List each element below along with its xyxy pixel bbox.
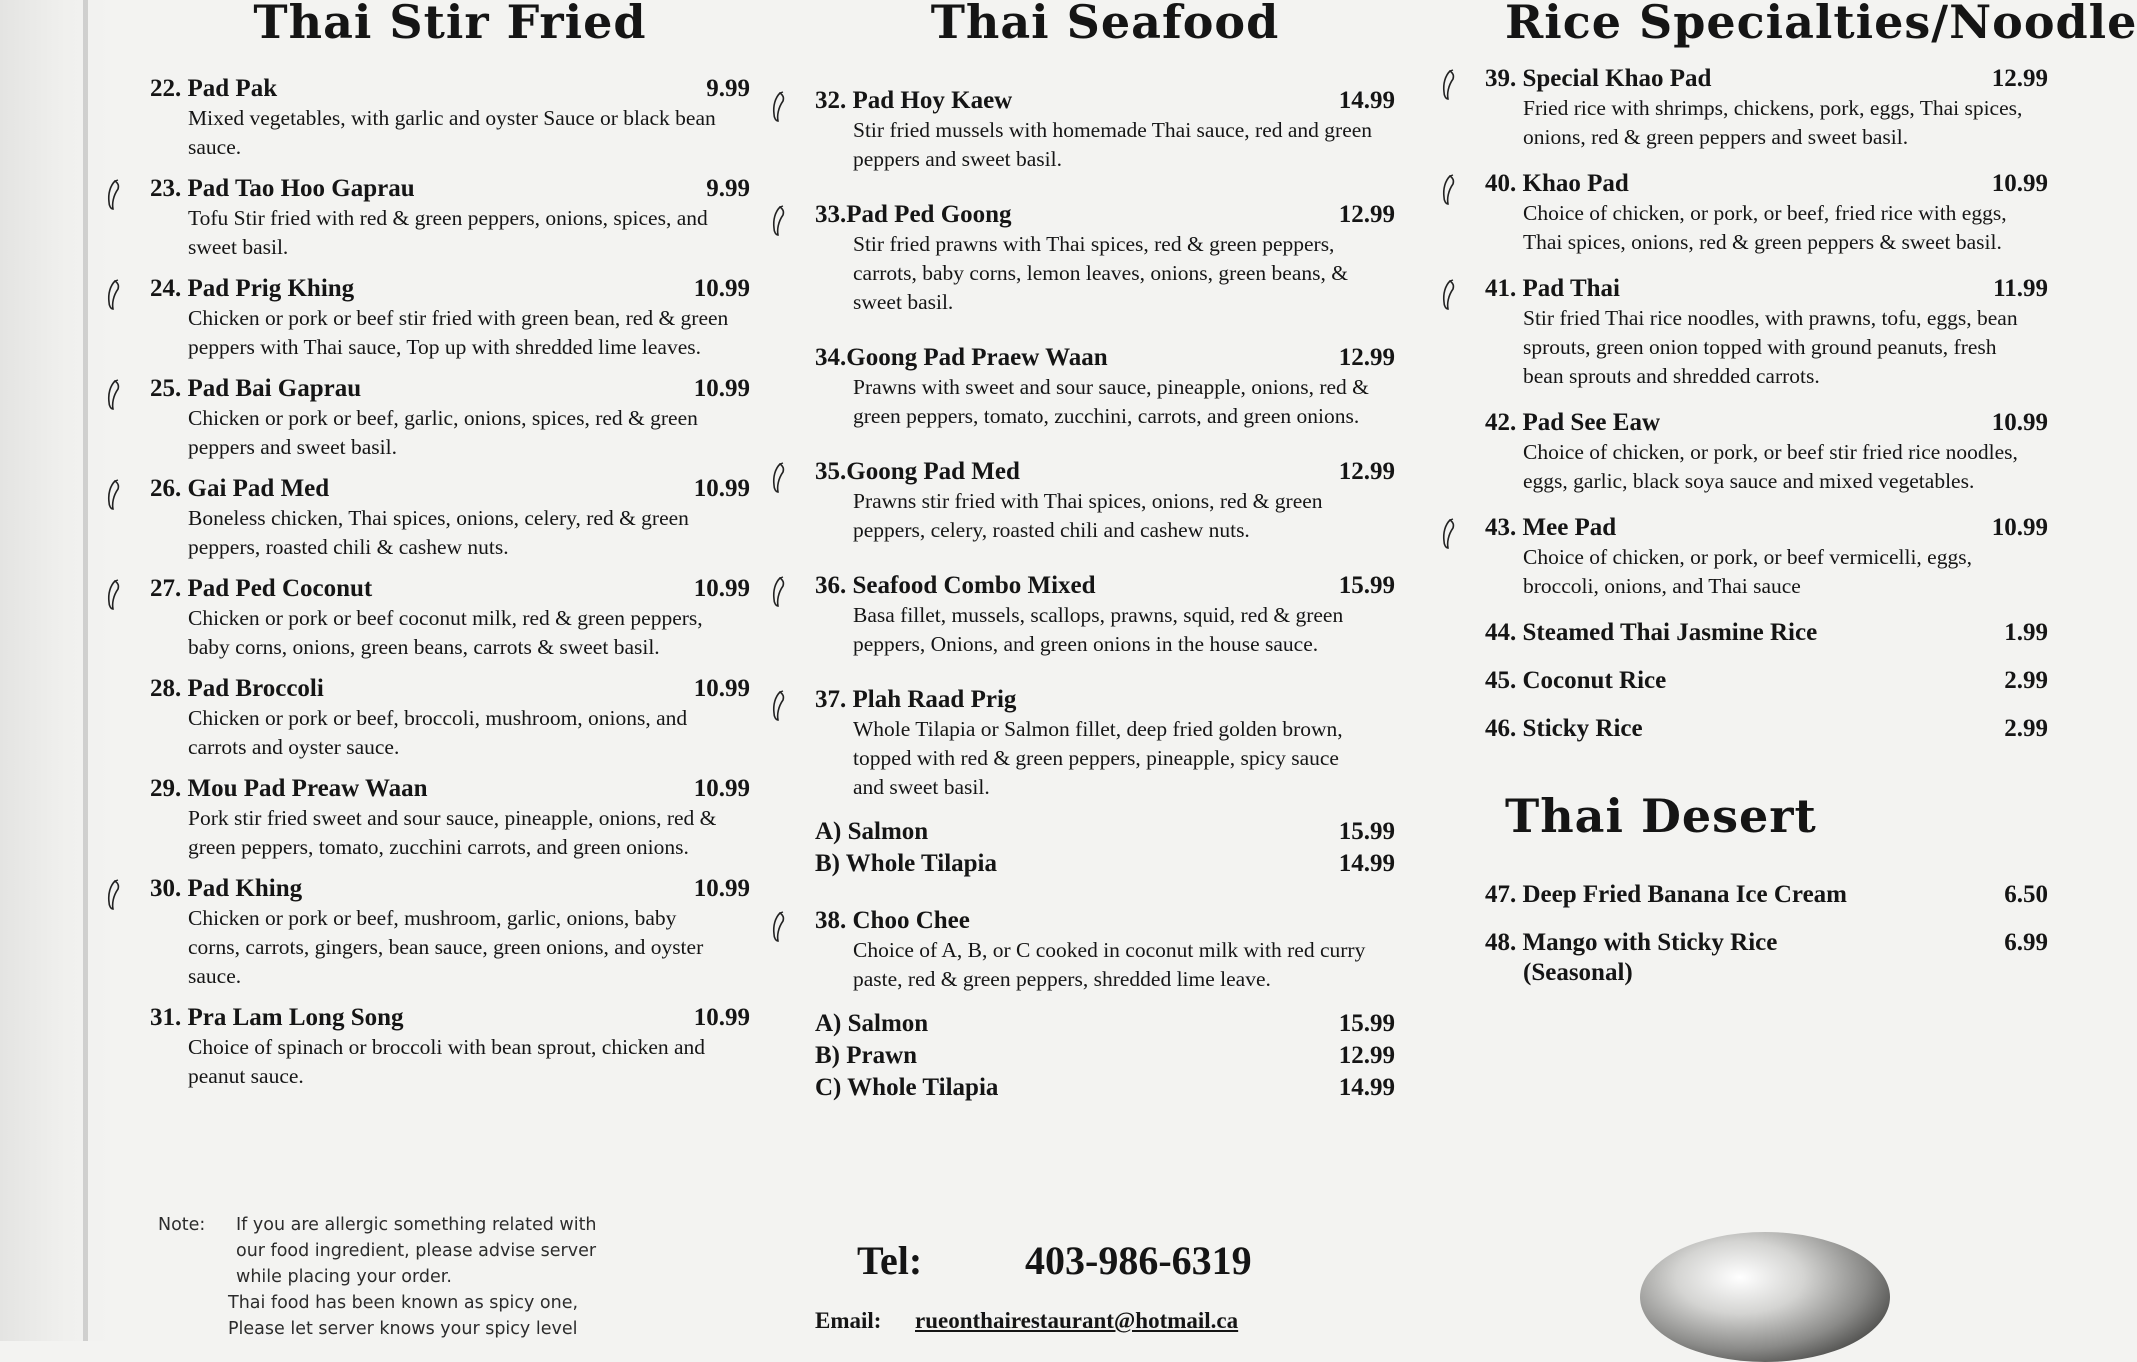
option-price: 15.99 xyxy=(1338,1010,1395,1037)
item-price: 10.99 xyxy=(693,1004,750,1031)
item-option xyxy=(815,1008,1395,1040)
chili-pepper-icon xyxy=(106,280,120,310)
item-description: Whole Tilapia or Salmon fillet, deep fried golden brown, topped with red & green peppers, pineapple, spicy sauce and sweet basil. xyxy=(853,717,1343,799)
option-label: B) Prawn xyxy=(815,1042,918,1069)
contact-block xyxy=(815,1236,1395,1334)
item-name: 30. Pad Khing xyxy=(150,875,303,902)
option-price: 15.99 xyxy=(1338,818,1395,845)
item-price: 12.99 xyxy=(1991,65,2048,92)
option-label: C) Whole Tilapia xyxy=(815,1074,999,1101)
item-name: 35.Goong Pad Med xyxy=(815,458,1020,485)
item-description: Chicken or pork or beef, mushroom, garlic, onions, baby corns, carrots, gingers, bean sauce, green onions, and oyster sauce. xyxy=(188,906,704,988)
menu-item xyxy=(150,274,750,362)
menu-item xyxy=(1485,513,2048,601)
item-price: 10.99 xyxy=(693,575,750,602)
menu-item xyxy=(150,574,750,662)
item-price: 1.99 xyxy=(2004,619,2048,646)
option-label: B) Whole Tilapia xyxy=(815,850,998,877)
item-name: 31. Pra Lam Long Song xyxy=(150,1004,404,1031)
item-note: (Seasonal) xyxy=(1523,959,1633,986)
item-name: 42. Pad See Eaw xyxy=(1485,409,1660,436)
item-description: Choice of chicken, or pork, or beef, fried rice with eggs, Thai spices, onions, red & green peppers & sweet basil. xyxy=(1523,201,2007,254)
item-description: Choice of chicken, or pork, or beef stir fried rice noodles, eggs, garlic, black soya sauce and mixed vegetables. xyxy=(1523,440,2018,493)
item-description: Choice of spinach or broccoli with bean sprout, chicken and peanut sauce. xyxy=(188,1035,706,1088)
item-price: 2.99 xyxy=(2004,715,2048,742)
item-name: 40. Khao Pad xyxy=(1485,170,1629,197)
menu-item xyxy=(815,200,1395,317)
dessert-photo xyxy=(1640,1232,1890,1362)
seafood-list xyxy=(815,86,1395,1104)
note-label: Note: xyxy=(158,1215,206,1235)
chili-pepper-icon xyxy=(106,380,120,410)
item-option xyxy=(815,1040,1395,1072)
item-name: 25. Pad Bai Gaprau xyxy=(150,375,362,402)
item-name: 26. Gai Pad Med xyxy=(150,475,330,502)
item-price: 2.99 xyxy=(2004,667,2048,694)
menu-item xyxy=(1485,666,2048,696)
item-price: 15.99 xyxy=(1338,572,1395,599)
item-price: 14.99 xyxy=(1338,87,1395,114)
rice-noodle-column xyxy=(1485,0,2137,1006)
rice-noodle-list xyxy=(1485,64,2048,601)
item-name: 48. Mango with Sticky Rice xyxy=(1485,929,1778,956)
menu-item xyxy=(150,174,750,262)
desert-list xyxy=(1485,880,2048,988)
item-description: Stir fried prawns with Thai spices, red & green peppers, carrots, baby corns, lemon leaves, onions, green beans, & sweet basil. xyxy=(853,232,1348,314)
email xyxy=(815,1308,1395,1334)
seafood-column xyxy=(815,0,1395,1333)
item-name: 32. Pad Hoy Kaew xyxy=(815,87,1013,114)
chili-pepper-icon xyxy=(771,577,785,607)
item-name: 28. Pad Broccoli xyxy=(150,675,324,702)
chili-pepper-icon xyxy=(1441,175,1455,205)
menu-item xyxy=(150,374,750,462)
item-description: Choice of A, B, or C cooked in coconut milk with red curry paste, red & green peppers, shredded lime leave. xyxy=(853,938,1366,991)
menu-item xyxy=(1485,274,2048,391)
menu-item xyxy=(1485,714,2048,744)
item-name: 44. Steamed Thai Jasmine Rice xyxy=(1485,619,1818,646)
item-price: 11.99 xyxy=(1993,275,2048,302)
chili-pepper-icon xyxy=(106,880,120,910)
menu-item xyxy=(815,86,1395,174)
item-description: Prawns stir fried with Thai spices, onions, red & green peppers, celery, roasted chili and cashew nuts. xyxy=(853,489,1323,542)
item-option xyxy=(815,816,1395,848)
item-description: Stir fried mussels with homemade Thai sauce, red and green peppers and sweet basil. xyxy=(853,118,1373,171)
item-name: 45. Coconut Rice xyxy=(1485,667,1667,694)
item-description: Fried rice with shrimps, chickens, pork, eggs, Thai spices, onions, red & green peppers and sweet basil. xyxy=(1523,96,2023,149)
item-description: Prawns with sweet and sour sauce, pineapple, onions, red & green peppers, tomato, zucchini, carrots, and green onions. xyxy=(853,375,1369,428)
item-price: 10.99 xyxy=(693,475,750,502)
chili-pepper-icon xyxy=(771,691,785,721)
item-price: 6.50 xyxy=(2004,881,2048,908)
item-price: 12.99 xyxy=(1338,458,1395,485)
menu-item xyxy=(150,474,750,562)
item-price: 10.99 xyxy=(693,375,750,402)
menu-item xyxy=(1485,64,2048,152)
option-price: 14.99 xyxy=(1338,1074,1395,1101)
item-name: 24. Pad Prig Khing xyxy=(150,275,355,302)
chili-pepper-icon xyxy=(771,463,785,493)
menu-item xyxy=(150,1003,750,1091)
item-price: 12.99 xyxy=(1338,201,1395,228)
item-name: 22. Pad Pak xyxy=(150,75,278,102)
item-price: 12.99 xyxy=(1338,344,1395,371)
note-line: If you are allergic something related with xyxy=(236,1215,597,1235)
note-line: while placing your order. xyxy=(236,1267,452,1287)
menu-item xyxy=(815,906,1395,1104)
menu-item xyxy=(150,774,750,862)
stir-fried-list xyxy=(150,74,750,1091)
menu-item xyxy=(150,674,750,762)
item-name: 43. Mee Pad xyxy=(1485,514,1617,541)
item-price: 9.99 xyxy=(706,75,750,102)
email-label: Email: xyxy=(815,1308,882,1333)
item-description: Pork stir fried sweet and sour sauce, pineapple, onions, red & green peppers, tomato, zucchini carrots, and green onions. xyxy=(188,806,717,859)
item-name: 37. Plah Raad Prig xyxy=(815,686,1017,713)
item-description: Choice of chicken, or pork, or beef vermicelli, eggs, broccoli, onions, and Thai sauce xyxy=(1523,545,1972,598)
item-options xyxy=(815,816,1395,880)
item-description: Mixed vegetables, with garlic and oyster Sauce or black bean sauce. xyxy=(188,106,716,159)
item-price: 10.99 xyxy=(693,275,750,302)
menu-item xyxy=(1485,618,2048,648)
item-description: Chicken or pork or beef coconut milk, red & green peppers, baby corns, onions, green beans, carrots & sweet basil. xyxy=(188,606,703,659)
item-description: Boneless chicken, Thai spices, onions, celery, red & green peppers, roasted chili & cashew nuts. xyxy=(188,506,689,559)
item-name: 29. Mou Pad Preaw Waan xyxy=(150,775,428,802)
option-price: 12.99 xyxy=(1338,1042,1395,1069)
item-description: Chicken or pork or beef, garlic, onions, spices, red & green peppers and sweet basil. xyxy=(188,406,698,459)
note-line: Please let server knows your spicy level xyxy=(228,1319,578,1339)
menu-item xyxy=(150,74,750,162)
item-name: 38. Choo Chee xyxy=(815,907,970,934)
item-name: 39. Special Khao Pad xyxy=(1485,65,1712,92)
section-heading-desert: Thai Desert xyxy=(1505,789,1817,843)
allergy-note xyxy=(158,1212,758,1342)
item-price: 6.99 xyxy=(2004,929,2048,956)
item-option xyxy=(815,848,1395,880)
item-price: 10.99 xyxy=(693,775,750,802)
chili-pepper-icon xyxy=(1441,70,1455,100)
menu-item xyxy=(815,571,1395,659)
menu-item xyxy=(1485,928,2048,988)
menu-item xyxy=(1485,169,2048,257)
page-edge-shadow xyxy=(0,0,110,1341)
item-description: Basa fillet, mussels, scallops, prawns, squid, red & green peppers, Onions, and green onions in the house sauce. xyxy=(853,603,1344,656)
item-price: 9.99 xyxy=(706,175,750,202)
menu-item xyxy=(815,343,1395,431)
item-description: Tofu Stir fried with red & green peppers, onions, spices, and sweet basil. xyxy=(188,206,708,259)
chili-pepper-icon xyxy=(106,480,120,510)
menu-item xyxy=(1485,408,2048,496)
chili-pepper-icon xyxy=(1441,519,1455,549)
chili-pepper-icon xyxy=(771,92,785,122)
option-label: A) Salmon xyxy=(815,818,929,845)
section-heading-stir-fried: Thai Stir Fried xyxy=(253,0,647,49)
rice-sides-list xyxy=(1485,618,2048,744)
item-name: 23. Pad Tao Hoo Gaprau xyxy=(150,175,415,202)
section-heading-rice-noodle: Rice Specialties/Noodle xyxy=(1505,0,2137,49)
stir-fried-column xyxy=(150,0,750,1339)
option-price: 14.99 xyxy=(1338,850,1395,877)
item-description: Chicken or pork or beef, broccoli, mushroom, onions, and carrots and oyster sauce. xyxy=(188,706,688,759)
chili-pepper-icon xyxy=(1441,280,1455,310)
chili-pepper-icon xyxy=(771,206,785,236)
item-name: 36. Seafood Combo Mixed xyxy=(815,572,1096,599)
chili-pepper-icon xyxy=(106,580,120,610)
section-heading-seafood: Thai Seafood xyxy=(930,0,1280,49)
tel-label: Tel: xyxy=(857,1238,923,1283)
item-name: 46. Sticky Rice xyxy=(1485,715,1643,742)
note-line: Thai food has been known as spicy one, xyxy=(228,1293,579,1313)
item-name: 47. Deep Fried Banana Ice Cream xyxy=(1485,881,1847,908)
menu-item xyxy=(815,457,1395,545)
item-option xyxy=(815,1072,1395,1104)
item-price: 10.99 xyxy=(693,875,750,902)
menu-item xyxy=(150,874,750,991)
item-description: Chicken or pork or beef stir fried with green bean, red & green peppers with Thai sauce, Top up with shredded lime leaves. xyxy=(188,306,729,359)
note-line: our food ingredient, please advise server xyxy=(236,1241,597,1261)
tel-number: 403-986-6319 xyxy=(1025,1238,1252,1283)
chili-pepper-icon xyxy=(106,180,120,210)
item-price: 10.99 xyxy=(1991,170,2048,197)
item-name: 41. Pad Thai xyxy=(1485,275,1620,302)
item-price: 10.99 xyxy=(1991,409,2048,436)
item-name: 34.Goong Pad Praew Waan xyxy=(815,344,1108,371)
option-label: A) Salmon xyxy=(815,1010,929,1037)
menu-item xyxy=(1485,880,2048,910)
item-price: 10.99 xyxy=(1991,514,2048,541)
item-description: Stir fried Thai rice noodles, with prawns, tofu, eggs, bean sprouts, green onion topped with ground peanuts, fresh bean sprouts and shredded carrots. xyxy=(1523,306,2018,388)
item-price: 10.99 xyxy=(693,675,750,702)
telephone xyxy=(815,1236,1395,1286)
email-link[interactable]: rueonthairestaurant@hotmail.ca xyxy=(915,1308,1239,1333)
item-options xyxy=(815,1008,1395,1104)
menu-item xyxy=(815,685,1395,880)
item-name: 27. Pad Ped Coconut xyxy=(150,575,373,602)
item-name: 33.Pad Ped Goong xyxy=(815,201,1012,228)
chili-pepper-icon xyxy=(771,912,785,942)
